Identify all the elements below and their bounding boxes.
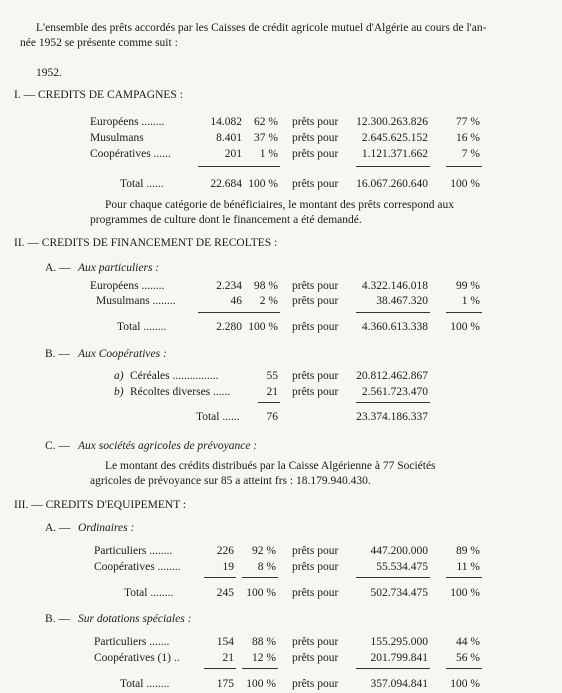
s3a-row-2-pct: 8 % bbox=[257, 561, 276, 573]
s1-note-line-1: Pour chaque catégorie de bénéficiaires, le montant des prêts correspond aux bbox=[105, 199, 455, 211]
s3a-row-1-label: Particuliers ........ bbox=[94, 545, 173, 557]
s2-c-title: Aux sociétés agricoles de prévoyance : bbox=[78, 440, 258, 452]
s3b-row-1-pct2: 44 % bbox=[456, 636, 480, 648]
s2a-row-1-pct2: 99 % bbox=[456, 280, 480, 292]
s3a-pct-rule bbox=[242, 577, 278, 578]
s3a-pct2-rule bbox=[446, 577, 482, 578]
s1-row-3-amount: 1.121.371.662 bbox=[361, 148, 428, 160]
s1-pct-rule bbox=[244, 166, 280, 167]
s1-row-2-label: Musulmans bbox=[90, 132, 144, 144]
s1-total-label: Total ...... bbox=[120, 178, 164, 190]
s1-row-2-amount: 2.645.625.152 bbox=[361, 132, 428, 144]
s2a-row-2-pct: 2 % bbox=[259, 295, 278, 307]
s3b-row-1-mid: prêts pour bbox=[292, 636, 339, 648]
s3a-row-1-pct2: 89 % bbox=[456, 545, 480, 557]
s1-row-3-mid: prêts pour bbox=[292, 148, 339, 160]
s1-pct2-rule bbox=[446, 166, 482, 167]
s1-row-1-pct2: 77 % bbox=[456, 116, 480, 128]
s3a-row-2-mid: prêts pour bbox=[292, 561, 339, 573]
s2-b-prefix: B. — bbox=[45, 348, 70, 360]
s3b-amount-rule bbox=[356, 668, 430, 669]
s2-b-title: Aux Coopératives : bbox=[78, 348, 167, 360]
s1-total-count: 22.684 bbox=[210, 178, 242, 190]
s1-row-1-mid: prêts pour bbox=[292, 116, 339, 128]
s2b-count-rule bbox=[258, 402, 280, 403]
s2b-total-label: Total ...... bbox=[196, 411, 240, 423]
s3-b-prefix: B. — bbox=[45, 613, 70, 625]
s1-row-2-pct2: 16 % bbox=[456, 132, 480, 144]
s2a-total-pct2: 100 % bbox=[450, 321, 480, 333]
s1-row-1-pct: 62 % bbox=[254, 116, 278, 128]
s1-row-3-pct: 1 % bbox=[259, 148, 278, 160]
s3b-row-1-amount: 155.295.000 bbox=[370, 636, 428, 648]
intro-line-1: L'ensemble des prêts accordés par les Caisses de crédit agricole mutuel d'Algérie au cours de l'an- bbox=[36, 22, 487, 34]
s3b-row-2-pct2: 56 % bbox=[456, 652, 480, 664]
s3b-row-2-label: Coopératives (1) .. bbox=[94, 652, 180, 664]
s3b-total-pct: 100 % bbox=[246, 678, 276, 690]
s3b-pct2-rule bbox=[446, 668, 482, 669]
s2b-row-2-label: Récoltes diverses ...... bbox=[130, 386, 231, 398]
s3b-count-rule bbox=[204, 668, 236, 669]
s2a-count-rule bbox=[198, 312, 244, 313]
s1-total-pct: 100 % bbox=[248, 178, 278, 190]
s3b-row-2-amount: 201.799.841 bbox=[370, 652, 428, 664]
s2a-total-pct: 100 % bbox=[248, 321, 278, 333]
s3a-row-1-count: 226 bbox=[216, 545, 234, 557]
s2a-row-2-label: Musulmans ........ bbox=[96, 295, 176, 307]
s2a-total-amount: 4.360.613.338 bbox=[361, 321, 428, 333]
section-3-title: III. — CREDITS D'EQUIPEMENT : bbox=[14, 499, 187, 511]
s3a-amount-rule bbox=[356, 577, 430, 578]
s3a-row-1-mid: prêts pour bbox=[292, 545, 339, 557]
s2b-row-1-label: Céréales ................ bbox=[130, 370, 219, 382]
s2-a-title: Aux particuliers : bbox=[78, 262, 160, 274]
s3b-row-2-pct: 12 % bbox=[252, 652, 276, 664]
s2a-row-1-count: 2.234 bbox=[216, 280, 242, 292]
s3b-total-pct2: 100 % bbox=[450, 678, 480, 690]
s2a-row-2-count: 46 bbox=[230, 295, 242, 307]
s2a-amount-rule bbox=[356, 312, 430, 313]
s1-row-1-count: 14.082 bbox=[210, 116, 242, 128]
s3a-row-2-count: 19 bbox=[222, 561, 234, 573]
s3a-row-2-label: Coopératives ........ bbox=[94, 561, 181, 573]
s3a-row-2-pct2: 11 % bbox=[456, 561, 480, 573]
s2a-total-count: 2.280 bbox=[216, 321, 242, 333]
s1-row-2-mid: prêts pour bbox=[292, 132, 339, 144]
s1-total-mid: prêts pour bbox=[292, 178, 339, 190]
s3b-row-2-mid: prêts pour bbox=[292, 652, 339, 664]
s1-note-line-2: programmes de culture dont le financement a été demandé. bbox=[90, 214, 362, 226]
s3b-row-1-count: 154 bbox=[216, 636, 234, 648]
s2-a-prefix: A. — bbox=[45, 262, 71, 274]
s3b-total-amount: 357.094.841 bbox=[370, 678, 428, 690]
s2-c-line-1: Le montant des crédits distribués par la Caisse Algérienne à 77 Sociétés bbox=[105, 460, 436, 472]
s2a-row-2-mid: prêts pour bbox=[292, 295, 339, 307]
s2a-row-1-amount: 4.322.146.018 bbox=[361, 280, 428, 292]
s3a-total-count: 245 bbox=[216, 587, 234, 599]
section-1-title: I. — CREDITS DE CAMPAGNES : bbox=[14, 89, 183, 101]
s3a-row-1-pct: 92 % bbox=[252, 545, 276, 557]
s3a-row-1-amount: 447.200.000 bbox=[370, 545, 428, 557]
s3b-total-mid: prêts pour bbox=[292, 678, 339, 690]
s1-row-3-label: Coopératives ...... bbox=[90, 148, 171, 160]
s2a-row-1-mid: prêts pour bbox=[292, 280, 339, 292]
year-label: 1952. bbox=[36, 67, 62, 79]
s3a-count-rule bbox=[204, 577, 236, 578]
s2b-row-2-amount: 2.561.723.470 bbox=[361, 386, 428, 398]
s1-row-3-pct2: 7 % bbox=[461, 148, 480, 160]
s2a-pct2-rule bbox=[446, 312, 482, 313]
s1-count-rule bbox=[198, 166, 244, 167]
s2b-row-1-letter: a) bbox=[114, 370, 124, 382]
s2a-total-label: Total ........ bbox=[117, 321, 167, 333]
s3a-total-label: Total ........ bbox=[124, 587, 174, 599]
s1-row-1-label: Européens ........ bbox=[90, 116, 165, 128]
s3b-total-count: 175 bbox=[216, 678, 234, 690]
s3b-row-1-label: Particuliers ....... bbox=[94, 636, 170, 648]
s1-total-pct2: 100 % bbox=[450, 178, 480, 190]
s3-a-prefix: A. — bbox=[45, 522, 71, 534]
s1-row-1-amount: 12.300.263.826 bbox=[356, 116, 428, 128]
s3a-total-amount: 502.734.475 bbox=[370, 587, 428, 599]
section-2-title: II. — CREDITS DE FINANCEMENT DE RECOLTES : bbox=[14, 237, 278, 249]
s2b-row-1-count: 55 bbox=[266, 370, 278, 382]
s2b-total-count: 76 bbox=[266, 411, 278, 423]
s2b-row-2-mid: prêts pour bbox=[292, 386, 339, 398]
s1-row-3-count: 201 bbox=[224, 148, 242, 160]
intro-line-2: née 1952 se présente comme suit : bbox=[20, 37, 178, 49]
s2-c-prefix: C. — bbox=[45, 440, 70, 452]
s1-amount-rule bbox=[356, 166, 430, 167]
s2b-row-2-letter: b) bbox=[114, 386, 124, 398]
s2a-row-1-label: Européens ........ bbox=[90, 280, 165, 292]
s3b-pct-rule bbox=[242, 668, 278, 669]
s2b-amount-rule bbox=[356, 402, 430, 403]
s1-row-2-count: 8.401 bbox=[216, 132, 242, 144]
s3a-row-2-amount: 55.534.475 bbox=[376, 561, 428, 573]
s1-row-2-pct: 37 % bbox=[254, 132, 278, 144]
s2a-row-2-pct2: 1 % bbox=[461, 295, 480, 307]
s3b-row-2-count: 21 bbox=[222, 652, 234, 664]
s2b-row-1-amount: 20.812.462.867 bbox=[356, 370, 428, 382]
s3a-total-pct2: 100 % bbox=[450, 587, 480, 599]
s2b-total-amount: 23.374.186.337 bbox=[356, 411, 428, 423]
s2a-row-1-pct: 98 % bbox=[254, 280, 278, 292]
s2a-pct-rule bbox=[244, 312, 280, 313]
s1-total-amount: 16.067.260.640 bbox=[356, 178, 428, 190]
s3a-total-mid: prêts pour bbox=[292, 587, 339, 599]
s3b-row-1-pct: 88 % bbox=[252, 636, 276, 648]
s3b-total-label: Total ........ bbox=[120, 678, 170, 690]
s2b-row-2-count: 21 bbox=[266, 386, 278, 398]
s2a-row-2-amount: 38.467.320 bbox=[376, 295, 428, 307]
s3-b-title: Sur dotations spéciales : bbox=[78, 613, 192, 625]
s3a-total-pct: 100 % bbox=[246, 587, 276, 599]
s2-c-line-2: agricoles de prévoyance sur 85 a atteint frs : 18.179.940.430. bbox=[90, 475, 371, 487]
s2b-row-1-mid: prêts pour bbox=[292, 370, 339, 382]
s2a-total-mid: prêts pour bbox=[292, 321, 339, 333]
s3-a-title: Ordinaires : bbox=[78, 522, 135, 534]
